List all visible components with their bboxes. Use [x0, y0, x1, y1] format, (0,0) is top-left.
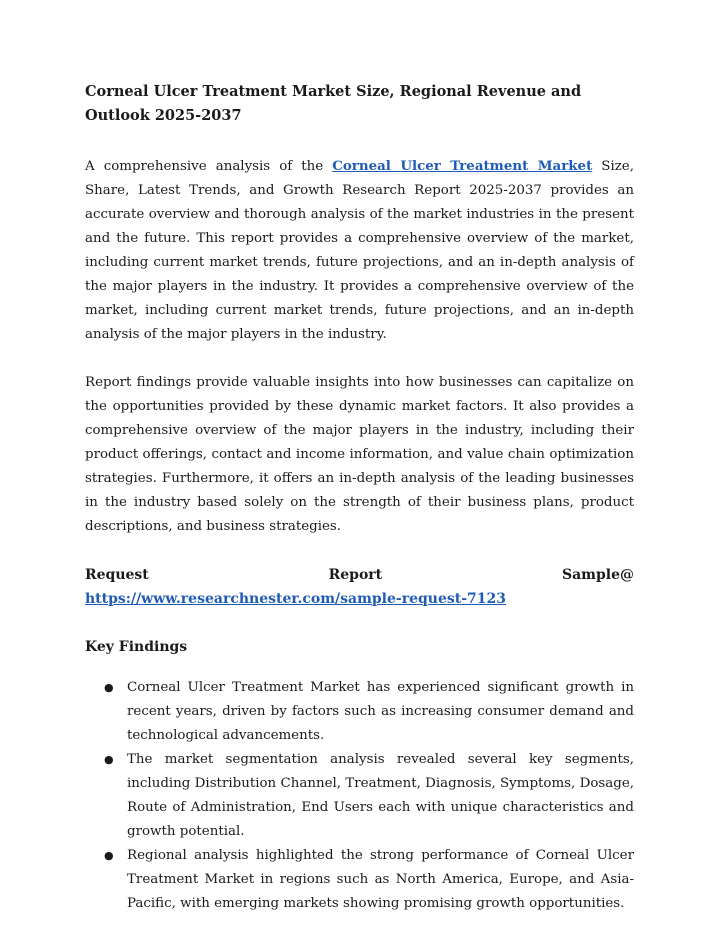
list-item: [85, 844, 634, 916]
intro-paragraph: [85, 154, 634, 347]
intro-suffix: Size, Share, Latest Trends, and Growth Research Report 2025-2037 provides an accurate overview and thorough analysis of the market industries in the present and the future. This report provides a comprehensive overview of the market, including current market trends, future projections, and an in-depth analysis of the major players in the industry. It provides a comprehensive overview of the market, including current market trends, future projections, and an in-depth analysis of the major players in the industry.: [85, 159, 634, 342]
list-item: [85, 676, 634, 748]
list-item: [85, 748, 634, 844]
bullet-icon: ●: [104, 681, 114, 694]
document-title: Corneal Ulcer Treatment Market Size, Regional Revenue and Outlook 2025-2037: [85, 83, 582, 124]
intro-prefix: A comprehensive analysis of the: [85, 159, 333, 174]
market-report-link[interactable]: Corneal Ulcer Treatment Market: [332, 158, 593, 174]
key-findings-list: [85, 676, 634, 916]
findings-paragraph: Report findings provide valuable insights into how businesses can capitalize on the opportunities provided by these dynamic market factors. It also provides a comprehensive overview of the major players in the industry, including their product offerings, contact and income information, and value chain optimization strategies. Furthermore, it offers an in-depth analysis of the leading businesses in the industry based solely on the strength of their business plans, product descriptions, and business strategies.: [85, 375, 634, 534]
list-item-text: Corneal Ulcer Treatment Market has experienced significant growth in recent years, driven by factors such as increasing consumer demand and technological advancements.: [127, 680, 634, 743]
sample-request-link[interactable]: https://www.researchnester.com/sample-request-7123: [85, 591, 506, 607]
bullet-icon: ●: [104, 753, 114, 766]
list-item-text: Regional analysis highlighted the strong performance of Corneal Ulcer Treatment Market in regions such as North America, Europe, and Asia-Pacific, with emerging markets showing promising growth opportunities.: [127, 848, 634, 911]
sample-request-line: [85, 563, 634, 611]
list-item-text: The market segmentation analysis revealed several key segments, including Distribution Channel, Treatment, Diagnosis, Symptoms, Dosage, Route of Administration, End Users each with unique characteristics and growth potential.: [127, 752, 634, 839]
document-page: [85, 80, 634, 916]
bullet-icon: ●: [104, 849, 114, 862]
sample-request-label: Request Report Sample@: [85, 567, 634, 583]
key-findings-heading: Key Findings: [85, 639, 188, 655]
